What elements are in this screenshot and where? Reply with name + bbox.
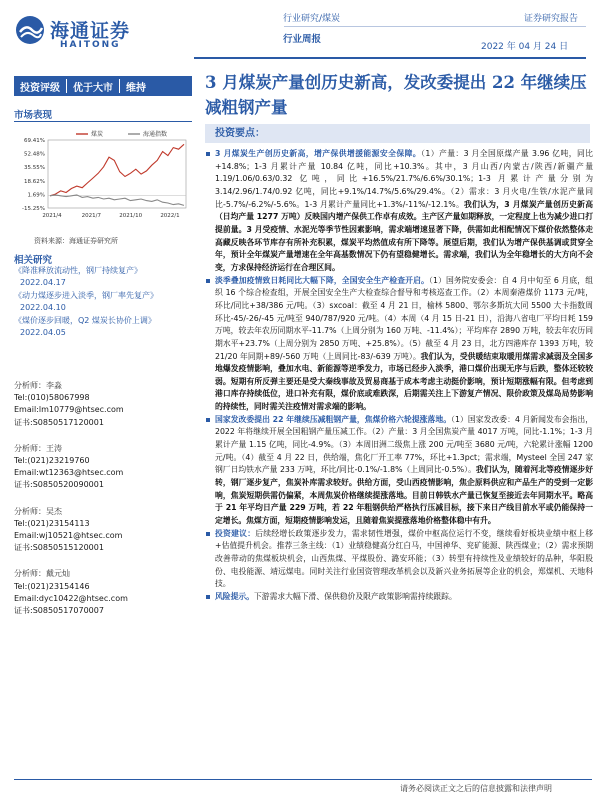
header-separator bbox=[284, 26, 586, 27]
y-tick-label: 69.41% bbox=[24, 138, 45, 144]
analyst-card bbox=[14, 506, 192, 568]
analyst-cert: 证书:S0850517120001 bbox=[14, 417, 104, 427]
market-rule bbox=[14, 121, 192, 122]
analyst-list bbox=[14, 380, 192, 618]
y-tick-label: 1.69% bbox=[27, 192, 45, 199]
keypoint-conclusion: 我们认为，随着河北等疫情逐步好转，钢厂逐步复产，焦炭补库需求较好。供给方面，受山西疫情影响，焦企原料供应和产品生产的受到一定影响，焦炭短期供需仍偏紧，本周焦炭价格继续提涨落地。目前日韩铁水产量已恢复至接近去年同期水平。略高于 21 年平均日产量 229 万吨，若 22 年粗钢供给严格执行压减目标，接下来日产线目前水平或仍能保持一定增长。焦煤方面，短期疫情影响发运，且随着焦炭提涨落地价格整体稳中有升。 bbox=[215, 465, 593, 526]
keypoint-conclusion: 我们认为，3 月煤炭产量创历史新高（日均产量 1277 万吨）反映国内增产保供工作卓有成效。主产区产量如期释放，一定程度上也为减少进口打提前量。3 月受疫情、水泥光等季节性因素影响，需求端增速显著下降，供需如此相配情况下煤价依然整体走高藏反映各环节库存有所补充积累，煤炭平均然值成有所下降等。展望后期，我们认为增产保供基调或贯穿全年，预计全年煤炭产量增速在全年高基数情况下仍有望稳健增长。需求端，我们认为全年稳增长的大方向不会变，方求保持经济运行在合理区间。 bbox=[215, 199, 594, 272]
related-heading: 相关研究 bbox=[14, 255, 53, 266]
keypoints-heading: 投资要点： bbox=[205, 124, 590, 143]
market-chart bbox=[14, 128, 192, 220]
analyst-tel: Tel:(021)23219760 bbox=[14, 456, 90, 466]
related-list bbox=[14, 265, 192, 340]
analyst-tel: Tel:(021)23154146 bbox=[14, 581, 90, 591]
keypoint-text: 后续经增长政策逐步发力，需求韧性增强，煤价中枢高位运行不变，继续看好板块业绩中枢上移+估值提升机会。推荐三条主线：（1）业绩稳健高分红白马，中国神华、兖矿能源、陕西煤业；（2）需求预期改善带动的焦煤板块机会，山西焦煤、平煤股份、潞安环能；（3）转型有持续性及业绩较好的品种，华阳股份、电投能源、靖远煤电。同时关注行业国资管理改革机会以及新兴业务拓展等企业的机会，郑煤机、天地科技。 bbox=[215, 528, 594, 589]
footer-disclaimer: 请务必阅读正文之后的信息披露和法律声明 bbox=[400, 784, 552, 793]
analyst-email[interactable]: Email:lm10779@htsec.com bbox=[14, 405, 124, 415]
logo-en: HAITONG bbox=[60, 40, 121, 50]
analyst-cert: 证书:S0850515120001 bbox=[14, 543, 104, 553]
analyst-email[interactable]: Email:dyc10422@htsec.com bbox=[14, 593, 128, 603]
market-chart-svg bbox=[14, 128, 192, 220]
related-item-date: 2022.04.05 bbox=[20, 327, 66, 337]
keypoint-text: （1）国家发改委：4 月新闻发布会指出，2022 年将继续开展全国粗钢产量压减工作。（2）产量：3 月全国焦炭产量 4017 万吨，同比-1.1%；1-3 月累计产量 1.15 亿吨，同比-4.9%。（3）本周旧洲二级焦上涨 200 元/吨至 3680 元/吨，六轮累计涨幅 1200 元/吨。（4）截至 4 月 22 日，供给端，焦化厂开工率 77%，环比+1.3pct；需求端，Mysteel 全国 247 家钢厂日均铁水产量 233 万吨，环比/同比-0.1%/-1.8%（上周同比-0.5%）。 bbox=[215, 414, 594, 475]
rating-value: 优于大市 bbox=[73, 82, 113, 94]
keypoint-lead: 淡季叠加疫情致日耗同比大幅下降，全国安全生产检查开启。 bbox=[215, 275, 429, 285]
series-line-coal bbox=[50, 144, 184, 196]
related-item-title[interactable]: 《动力煤逐步进入淡季，钢厂率先复产》 bbox=[14, 291, 158, 300]
legend-label: 煤炭 bbox=[91, 131, 104, 138]
x-tick-label: 2021/4 bbox=[42, 213, 62, 219]
keypoint-text: （1）产量：3 月全国原煤产量 3.96 亿吨，同比+14.8%；1-3 月累计产量 10.84 亿吨，同比+10.3%。其中，3 月山西/内蒙古/陕西/新疆产量 1.19/1.06/0.63/0.32 亿吨，同比+16.5%/21.7%/6.6%/30.1%；1-3 月累计产量分别为 3.14/2.96/1.74/0.92 亿吨，同比+9.1%/14.7%/5.6%/29.4%。（2）需求：3 月火电/生铁/水泥产量同比-5.7%/-6.2%/-5.6%。1-3 月累计产量同比+1.3%/-11%/-12.1%。 bbox=[215, 149, 593, 209]
logo-cn: 海通证券 bbox=[50, 20, 131, 42]
analyst-tel: Tel:(021)23154113 bbox=[14, 518, 90, 528]
analyst-name: 分析师：王涛 bbox=[14, 443, 62, 453]
y-tick-label: -15.25% bbox=[22, 206, 45, 212]
keypoint-paragraph bbox=[205, 275, 593, 414]
chart-frame bbox=[48, 140, 186, 208]
analyst-card bbox=[14, 568, 192, 617]
legend-label: 海通指数 bbox=[143, 131, 168, 138]
market-heading: 市场表现 bbox=[14, 110, 53, 121]
y-tick-label: 35.55% bbox=[24, 165, 45, 172]
keypoint-text: 下游需求大幅下滑、保供稳价及限产政策影响需持续跟踪。 bbox=[253, 591, 457, 601]
keypoint-lead: 3 月煤炭生产创历史新高，增产保供增援能源安全保障。 bbox=[215, 149, 422, 158]
haitong-logo bbox=[14, 10, 164, 56]
analyst-name: 分析师：李淼 bbox=[14, 381, 62, 390]
keypoint-paragraph bbox=[205, 414, 593, 528]
rating-label: 投资评级 bbox=[20, 82, 60, 94]
analyst-card bbox=[14, 380, 192, 442]
report-kind: 行业周报 bbox=[283, 34, 322, 45]
analyst-cert: 证书:S0850520090001 bbox=[14, 480, 104, 490]
x-tick-label: 2021/7 bbox=[81, 213, 102, 219]
related-item-title[interactable]: 《降准释放流动性，钢厂持续复产》 bbox=[14, 266, 142, 275]
related-item-date: 2022.04.17 bbox=[20, 277, 66, 287]
keypoint-lead: 投资建议： bbox=[215, 528, 256, 538]
rating-bar bbox=[14, 76, 192, 96]
keypoint-text: （1）国务院安委会：自 4 月中旬至 6 月底，组织 16 个综合检查组，开展全国安全生产大检查综合督导和考核巡查工作。（2）本周秦港煤价 1173 元/吨，环比/同比+38/386 元/吨。（3）sxcoal：截至 4 月 21 日，榆林 5800、鄂尔多斯坑大同 5500 大卡指数周环比-45/-26/-45 元/吨至 940/787/920 元/吨。（4）本周（4 月 15 日-21 日），沿海八省电厂平均日耗 159 万吨，较去年农历同期水平-11.7%（上周分别为 160 万吨、-11.4%）；平均库存 2890 万吨，较去年农历同期水平+23.7%（上周分别为 2850 万吨、+25.8%）。（5）截至 4 月 23 日，北方四港库存 1393 万吨，较 21/20 年同期+89/-560 万吨（上周同比-83/-639 万吨）。 bbox=[215, 275, 593, 361]
series-line-haitong-index bbox=[50, 195, 184, 206]
rating-status: 维持 bbox=[126, 82, 146, 94]
keypoints-body bbox=[205, 148, 593, 604]
analyst-email[interactable]: Email:wt12363@htsec.com bbox=[14, 468, 124, 478]
header-rule bbox=[194, 57, 586, 59]
analyst-name: 分析师：吴杰 bbox=[14, 506, 62, 516]
footer-rule bbox=[14, 779, 592, 780]
report-label: 证券研究报告 bbox=[524, 14, 579, 24]
report-title: 3 月煤炭产量创历史新高，发改委提出 22 年继续压减粗钢产量 bbox=[205, 73, 587, 117]
y-tick-label: 18.62% bbox=[24, 178, 45, 185]
keypoint-lead: 风险提示。 bbox=[215, 591, 254, 601]
chart-source: 资料来源：海通证券研究所 bbox=[34, 237, 118, 245]
x-tick-label: 2021/10 bbox=[119, 213, 143, 219]
keypoint-paragraph bbox=[205, 591, 593, 604]
related-item-date: 2022.04.10 bbox=[20, 302, 66, 312]
keypoint-paragraph bbox=[205, 148, 593, 275]
page-header bbox=[0, 0, 600, 62]
analyst-name: 分析师：戴元灿 bbox=[14, 569, 70, 579]
haitong-logo-icon bbox=[14, 14, 46, 46]
analyst-tel: Tel:(010)58067998 bbox=[14, 393, 90, 403]
report-type: 行业研究/煤炭 bbox=[283, 14, 341, 24]
related-item-title[interactable]: 《煤价逐步回暖，Q2 煤炭长协价上调》 bbox=[14, 316, 156, 325]
keypoint-lead: 国家发改委提出 22 年继续压减粗钢产量，焦煤价格六轮提涨落地。 bbox=[215, 414, 452, 424]
keypoint-conclusion: 我们认为，受供暖结束取暖用煤需求减弱及全国多地爆发疫情影响，叠加水电、新能源等逆季发力，市场已经步入淡季，港口煤价出现无序与后跌，整体还较较弱。短期有所反弹主要还是受大秦线事故及贸易商基于成本考虑主动挺价影响，预计短期涨幅有限。但考虑到港口库存持续低位，进口补充有限，煤价底或难跌深，后期需关注上下游复产情况、限价政策及煤岛局势影响的持续性，同时需关注疫情对需求端的影响。 bbox=[215, 351, 593, 412]
y-tick-label: 52.48% bbox=[24, 151, 45, 158]
analyst-card bbox=[14, 443, 192, 505]
keypoint-paragraph bbox=[205, 528, 593, 591]
analyst-cert: 证书:S0850517070007 bbox=[14, 606, 104, 616]
report-date: 2022 年 04 月 24 日 bbox=[481, 42, 569, 52]
x-tick-label: 2022/1 bbox=[160, 213, 180, 219]
analyst-email[interactable]: Email:wj10521@htsec.com bbox=[14, 531, 123, 541]
